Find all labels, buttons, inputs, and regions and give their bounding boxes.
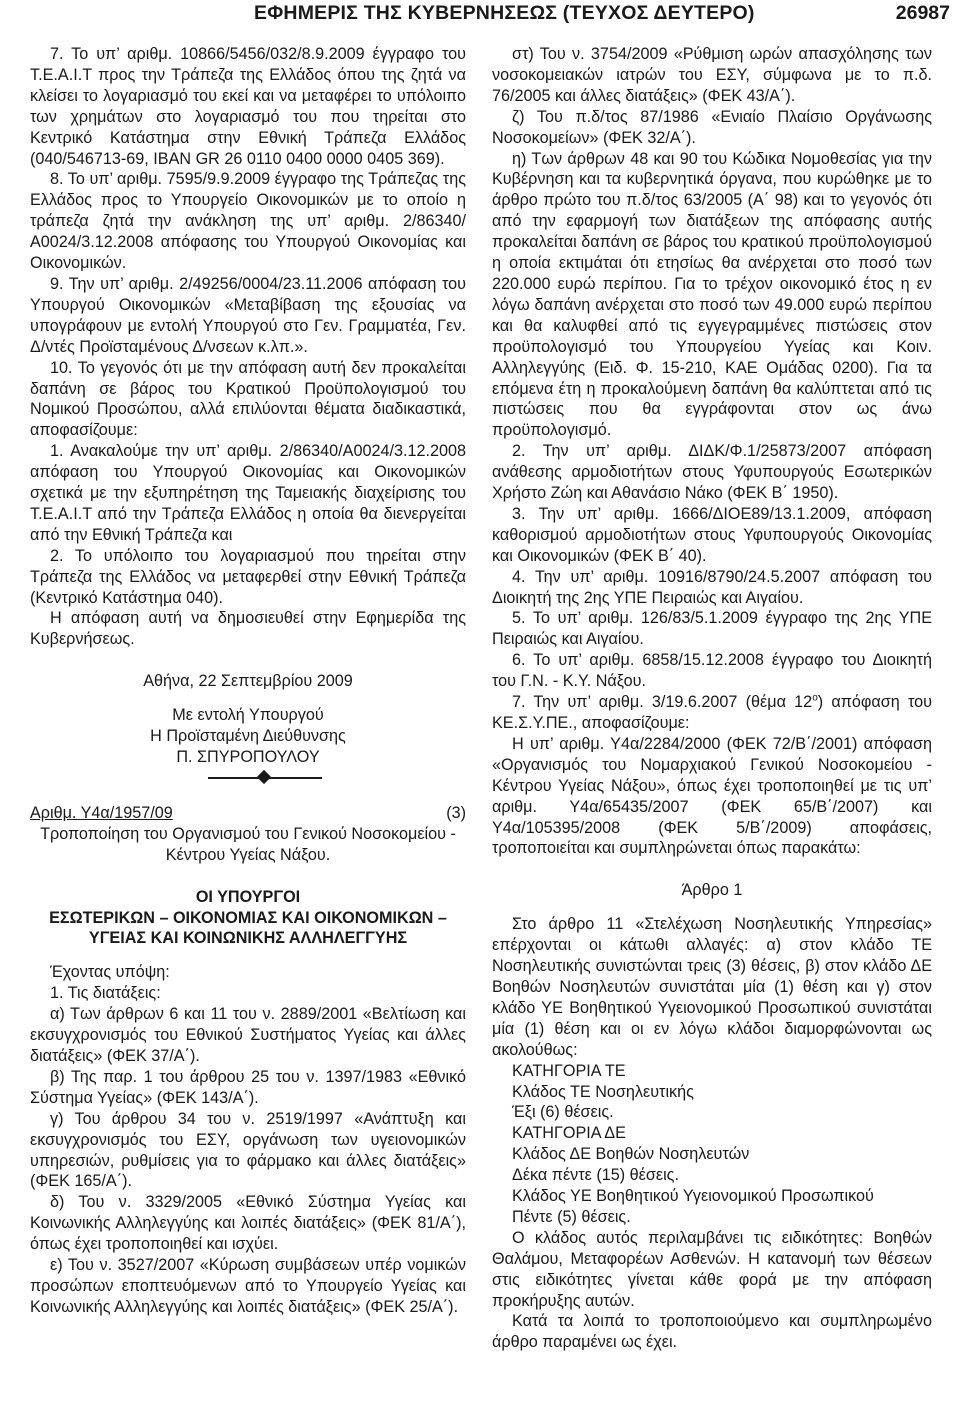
text-fragment: ) απόφαση του ΚΕ.Σ.Υ.ΠΕ., αποφασίζουμε: [492,693,932,732]
paragraph: ζ) Του π.δ/τος 87/1986 «Ενιαίο Πλαίσιο Οργάνωσης Νοσοκομείων» (ΦΕΚ 32/Α΄). [492,107,932,147]
signature-line: Η Προϊσταμένη Διεύθυνσης [150,727,346,746]
page-header [0,0,960,34]
list-item: Έξι (6) θέσεις. [512,1103,614,1122]
paragraph: 5. Το υπ’ αριθμ. 126/83/5.1.2009 έγγραφο της 2ης ΥΠΕ Πειραιώς και Αιγαίου. [492,609,932,649]
list-item: Κλάδος ΤΕ Νοσηλευτικής [512,1082,694,1101]
paragraph: α) Των άρθρων 6 και 11 του ν. 2889/2001 «Βελτίωση και εκσυγχρονισμός του Εθνικού Συστήματος Υγείας και άλλες διατάξεις» (ΦΕΚ 37/Α΄). [30,1005,466,1065]
decision-title: Τροποποίηση του Οργανισμού του Γενικού Νοσοκομείου - Κέντρου Υγείας Νάξου. [40,824,456,864]
paragraph: 10. Το γεγονός ότι με την απόφαση αυτή δεν προκαλείται δαπάνη σε βάρος του Κρατικού Προϋπολογισμού του Νομικού Προσώπου, αλλά επιλύονται θέματα διαδικαστικά, αποφασίζουμε: [30,358,466,440]
paragraph: 1. Ανακαλούμε την υπ’ αριθμ. 2/86340/Α0024/3.12.2008 απόφαση του Υπουργού Οικονομίας και Οικονομικών σχετικά με την εξυπηρέτηση της Ταμειακής διαχείρισης του Τ.Ε.Α.Ι.Τ από την Τράπεζα Ελλάδος η οποία θα διενεργείται από την Εθνική Τράπεζα και [30,442,466,544]
paragraph: 1. Τις διατάξεις: [50,984,161,1003]
paragraph: 7. Το υπ’ αριθμ. 10866/5456/032/8.9.2009 έγγραφο του Τ.Ε.Α.Ι.Τ προς την Τράπεζα της Ελλάδος όπου της ζητά να κλείσει το λογαριασμό του εκεί και να μεταφέρει το υπόλοιπο των χρημάτων στο λογαριασμό του που τηρείται στο Κεντρικό Κατάστημα στην Εθνική Τράπεζα Ελλάδος (040/546713-69, IBAN GR 26 0110 0400 0000 0405 369). [30,45,466,168]
decision-number: Αριθμ. Υ4α/1957/09 [30,803,173,822]
list-item: Πέντε (5) θέσεις. [512,1207,631,1226]
paragraph: γ) Του άρθρου 34 του ν. 2519/1997 «Ανάπτυξη και εκσυγχρονισμός του ΕΣΥ, οργάνωση των υγειονομικών υπηρεσιών, ρυθμίσεις για το φάρμακο και άλλες διατάξεις» (ΦΕΚ 165/Α΄). [30,1109,466,1191]
signature-line: Με εντολή Υπουργού [172,706,324,725]
left-column [30,44,466,1318]
right-column [492,44,932,1353]
paragraph: ε) Του ν. 3527/2007 «Κύρωση συμβάσεων υπέρ νομικών προσώπων εποπτευόμενων από το Υπουργείο Υγείας και Κοινωνικής Αλληλεγγύης και λοιπές διατάξεις» (ΦΕΚ 25/Α΄). [30,1256,466,1316]
section-separator [30,771,466,785]
ministers-heading: ΟΙ ΥΠΟΥΡΓΟΙ [195,887,301,906]
list-item: ΚΑΤΗΓΟΡΙΑ ΔΕ [512,1124,626,1143]
paragraph: 9. Την υπ’ αριθμ. 2/49256/0004/23.11.2006 απόφαση του Υπουργού Οικονομικών «Μεταβίβαση της εξουσίας να υπογράφουν με εντολή Υπουργού στο Γεν. Γραμματέα, Γεν. Δ/ντές Προϊσταμένους Δ/νσεων κ.λπ.». [30,274,466,356]
paragraph: η) Των άρθρων 48 και 90 του Κώδικα Νομοθεσίας για την Κυβέρνηση και τα κυβερνητικά όργανα, που κυρώθηκε με το άρθρο πρώτο του π.δ/τος 63/2005 (Α΄ 98) και το γεγονός ότι από την εφαρμογή των διατάξεων της απόφασης αυτής προκαλείται δαπάνη σε βάρος του κρατικού προϋπολογισμού η οποία εκτιμάται ότι ετησίως θα ανέρχεται στο ποσό των 220.000 ευρώ περίπου. Για το τρέχον οικονομικό έτος η εν λόγω δαπάνη ανέρχεται στο ποσό των 49.000 ευρώ περίπου και θα καλυφθεί από τις εγγεγραμμένες πιστώσεις στον προϋπολογισμό του Υπουργείου Υγείας και Κοιν. Αλληλεγγύης (Ειδ. Φ. 15-210, ΚΑΕ Ομάδας 0200). Για τα επόμενα έτη η προκαλούμενη δαπάνη θα καλύπτεται από τις πιστώσεις που θα εγγράφονται στον ως άνω προϋπολογισμό. [492,149,932,440]
signature-name: Π. ΣΠΥΡΟΠΟΥΛΟΥ [176,748,320,766]
paragraph: Στο άρθρο 11 «Στελέχωση Νοσηλευτικής Υπηρεσίας» επέρχονται οι κάτωθι αλλαγές: α) στον κλάδο ΤΕ Νοσηλευτικής συνιστώνται τρεις (3) θέσεις, β) στον κλάδο ΔΕ Βοηθών Νοσηλευτών συνιστάται μία (1) θέση και γ) στον κλάδο ΥΕ Βοηθητικού Υγειονομικού Προσωπικού συνιστάται μία (1) θέση και οι εν λόγω κλάδοι διαμορφώνονται ως ακολούθως: [492,915,932,1059]
paragraph: 4. Την υπ’ αριθμ. 10916/8790/24.5.2007 απόφαση του Διοικητή της 2ης ΥΠΕ Πειραιώς και Αιγαίου. [492,567,932,607]
list-item: ΚΑΤΗΓΟΡΙΑ ΤΕ [512,1061,626,1080]
paragraph: Ο κλάδος αυτός περιλαμβάνει τις ειδικότητες: Βοηθών Θαλάμου, Μεταφορέων Ασθενών. Η κατανομή των θέσεων στις ειδικότητες γίνεται κάθε φορά με την απόφαση προκήρυξης αυτών. [492,1228,932,1310]
paragraph: Η υπ’ αριθμ. Υ4α/2284/2000 (ΦΕΚ 72/Β΄/2001) απόφαση «Οργανισμός του Νομαρχιακού Γενικού Νοσοκομείου - Κέντρου Υγείας Νάξου», όπως έχει τροποποιηθεί με τις υπ’ αριθμ. Υ4α/65435/2007 (ΦΕΚ 65/Β΄/2007) και Υ4α/105395/2008 (ΦΕΚ 5/Β΄/2009) αποφάσεις, τροποποιείται και συμπληρώνεται όπως παρακάτω: [492,734,932,858]
page-number: 26987 [895,2,950,24]
paragraph: Η απόφαση αυτή να δημοσιευθεί στην Εφημερίδα της Κυβερνήσεως. [30,609,466,649]
text-fragment: 7. Την υπ’ αριθμ. 3/19.6.2007 (θέμα 12 [512,693,813,712]
list-item: Δέκα πέντε (15) θέσεις. [512,1166,679,1185]
paragraph: Έχοντας υπόψη: [50,963,170,982]
paragraph: Κατά τα λοιπά το τροποποιούμενο και συμπληρωμένο άρθρο παραμένει ως έχει. [492,1312,932,1352]
paragraph: 6. Το υπ’ αριθμ. 6858/15.12.2008 έγγραφο του Διοικητή του Γ.Ν. - Κ.Υ. Νάξου. [492,651,932,691]
paragraph: 8. Το υπ’ αριθμ. 7595/9.9.2009 έγγραφο της Τράπεζας της Ελλάδος προς το Υπουργείο Οικονομικών με το οποίο η τράπεζα ζητά την ανάκληση της υπ’ αριθμ. 2/86340/Α0024/3.12.2008 απόφασης του Υπουργού Οικονομίας και Οικονομικών. [30,170,466,273]
decision-sequence: (3) [446,803,466,822]
signature-place-date: Αθήνα, 22 Σεπτεμβρίου 2009 [143,672,353,691]
paragraph [492,692,932,734]
paragraph: β) Της παρ. 1 του άρθρου 25 του ν. 1397/1983 «Εθνικό Σύστημα Υγείας» (ΦΕΚ 143/Α΄). [30,1067,466,1107]
decision-number-line [30,803,466,824]
article-heading: Άρθρο 1 [681,881,743,900]
ministries-heading: ΕΣΩΤΕΡΙΚΩΝ – ΟΙΚΟΝΟΜΙΑΣ ΚΑΙ ΟΙΚΟΝΟΜΙΚΩΝ – ΥΓΕΙΑΣ ΚΑΙ ΚΟΙΝΩΝΙΚΗΣ ΑΛΛΗΛΕΓΓΥΗΣ [49,908,447,948]
separator-diamond-icon [257,770,271,784]
paragraph: δ) Του ν. 3329/2005 «Εθνικό Σύστημα Υγείας και Κοινωνικής Αλληλεγγύης και λοιπές διατάξεις» (ΦΕΚ 81/Α΄), όπως έχει τροποποιηθεί και ισχύει. [30,1193,466,1254]
superscript: ο [812,692,818,704]
paragraph: 3. Την υπ’ αριθμ. 1666/ΔΙΟΕ89/13.1.2009, απόφαση καθορισμού αρμοδιοτήτων στους Υφυπουργούς Οικονομίας και Οικονομικών (ΦΕΚ Β΄ 40). [492,504,932,565]
paragraph: 2. Το υπόλοιπο του λογαριασμού που τηρείται στην Τράπεζα της Ελλάδος να μεταφερθεί στην Εθνική Τράπεζα (Κεντρικό Κατάστημα 040). [30,546,466,607]
list-item: Κλάδος ΔΕ Βοηθών Νοσηλευτών [512,1145,750,1164]
gazette-title: ΕΦΗΜΕΡΙΣ ΤΗΣ ΚΥΒΕΡΝΗΣΕΩΣ (ΤΕΥΧΟΣ ΔΕΥΤΕΡΟ) [254,2,755,24]
list-item: Κλάδος ΥΕ Βοηθητικού Υγειονομικού Προσωπικού [512,1187,874,1206]
paragraph: στ) Του ν. 3754/2009 «Ρύθμιση ωρών απασχόλησης των νοσοκομειακών ιατρών του ΕΣΥ, σύμφωνα με το π.δ. 76/2005 και άλλες διατάξεις» (ΦΕΚ 43/Α΄). [492,45,932,105]
paragraph: 2. Την υπ’ αριθμ. ΔΙΔΚ/Φ.1/25873/2007 απόφαση ανάθεσης αρμοδιοτήτων στους Υφυπουργούς Εσωτερικών Χρήστο Ζώη και Αθανάσιο Νάκο (ΦΕΚ Β΄ 1950). [492,442,932,503]
